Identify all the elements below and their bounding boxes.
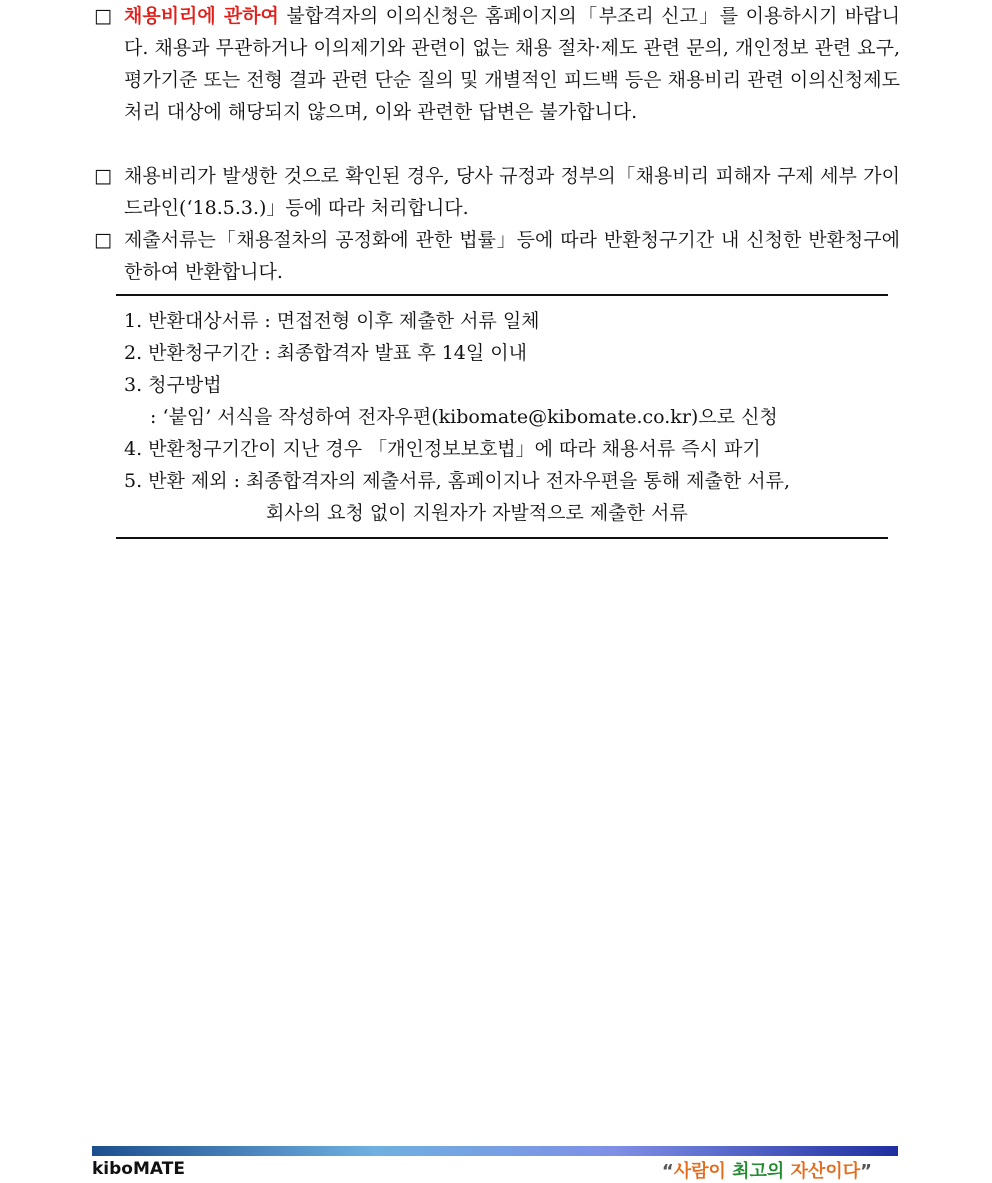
return-item-2: 2. 반환청구기간 : 최종합격자 발표 후 14일 이내 xyxy=(124,342,528,364)
footer-slogan: “사람이 최고의 자산이다” xyxy=(661,1161,872,1182)
notice-paragraph-1 xyxy=(94,0,900,128)
paragraph-text: 제출서류는「채용절차의 공정화에 관한 법률」등에 따라 반환청구기간 내 신청한 반환청구에 한하여 반환합니다. xyxy=(124,229,900,283)
paragraph-text: 불합격자의 이의신청은 홈페이지의「부조리 신고」를 이용하시기 바랍니다. 채용과 무관하거나 이의제기와 관련이 없는 채용 절차·제도 관련 문의, 개인정보 관련 요구, 평가기준 또는 전형 결과 관련 단순 질의 및 개별적인 피드백 등은 채용비리 관련 이의신청제도 처리 대상에 해당되지 않으며, 이와 관련한 답변은 불가합니다. xyxy=(124,5,900,123)
checkbox-bullet: □ xyxy=(94,5,112,27)
return-item-3-detail: : ‘붙임’ 서식을 작성하여 전자우편(kibomate@kibomate.co.kr)으로 신청 xyxy=(150,406,778,428)
top-divider xyxy=(116,294,888,296)
paragraph-text: 채용비리가 발생한 것으로 확인된 경우, 당사 규정과 정부의「채용비리 피해자 구제 세부 가이드라인(‘18.5.3.)」등에 따라 처리합니다. xyxy=(124,165,900,219)
highlight-text: 채용비리에 관하여 xyxy=(124,5,279,27)
notice-paragraph-3 xyxy=(94,224,900,288)
footer-gradient-bar xyxy=(92,1146,898,1156)
return-item-3: 3. 청구방법 xyxy=(124,374,222,396)
return-item-1: 1. 반환대상서류 : 면접전형 이후 제출한 서류 일체 xyxy=(124,310,540,332)
footer-brand: kiboMATE xyxy=(92,1159,185,1179)
bottom-divider xyxy=(116,537,888,539)
checkbox-bullet: □ xyxy=(94,165,112,187)
checkbox-bullet: □ xyxy=(94,229,112,251)
return-item-5-continued: 회사의 요청 없이 지원자가 자발적으로 제출한 서류 xyxy=(266,502,688,524)
notice-paragraph-2 xyxy=(94,160,900,224)
return-item-5: 5. 반환 제외 : 최종합격자의 제출서류, 홈페이지나 전자우편을 통해 제출한 서류, xyxy=(124,470,790,492)
return-item-4: 4. 반환청구기간이 지난 경우 「개인정보보호법」에 따라 채용서류 즉시 파기 xyxy=(124,438,761,460)
